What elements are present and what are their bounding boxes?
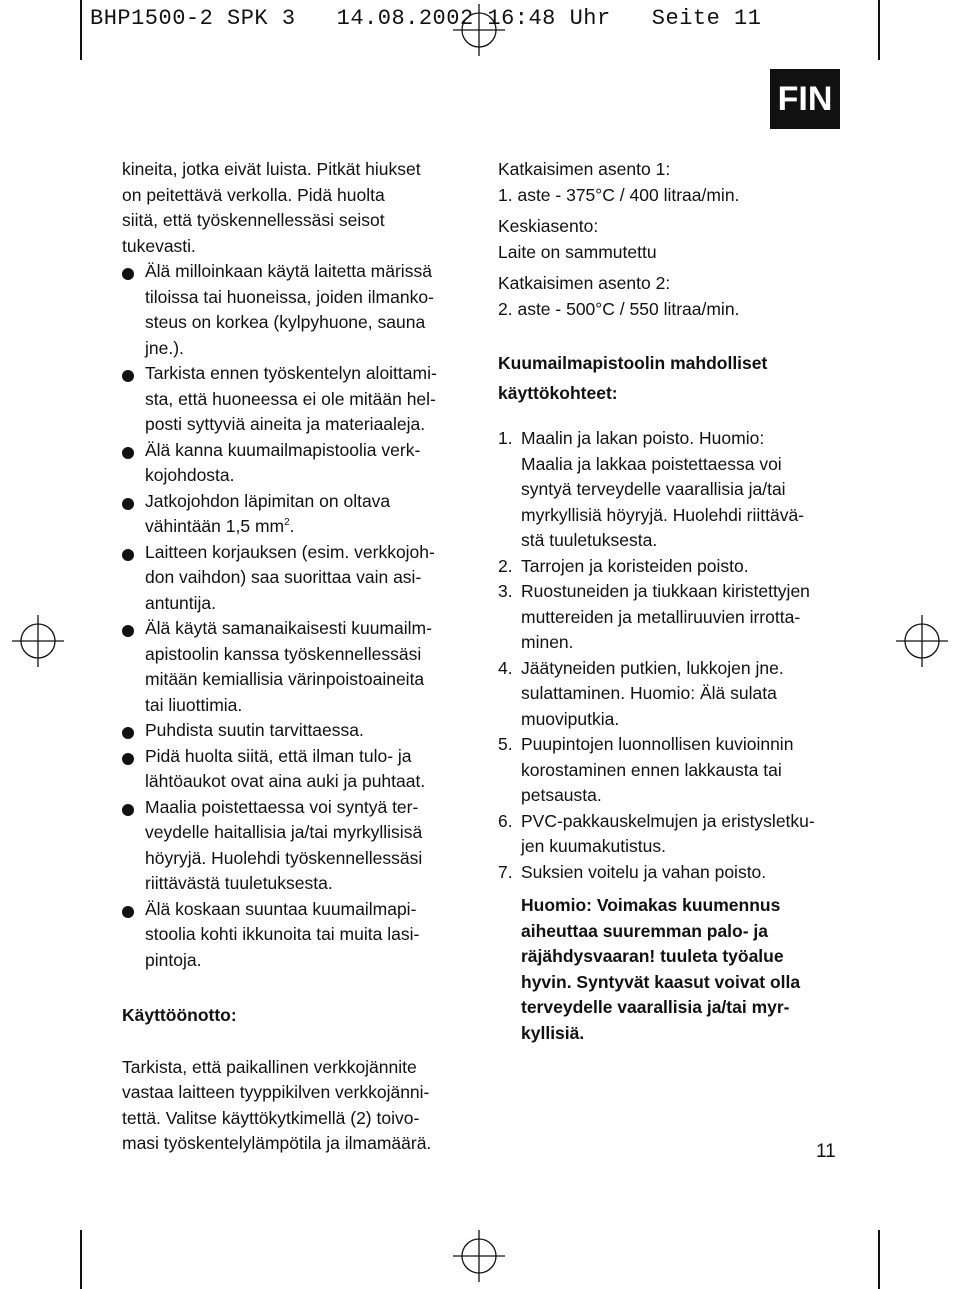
registration-mark-top-icon — [453, 4, 505, 56]
bullet-icon — [122, 727, 134, 739]
crop-mark-bottom-left — [80, 1230, 82, 1289]
registration-mark-bottom-icon — [453, 1230, 505, 1282]
bullet-item: Laitteen korjauksen (esim. verkkojoh- don vaihdon) saa suorittaa vain asi- antuntija. — [122, 540, 467, 617]
bullet-item: Tarkista ennen työskentelyn aloittami- sta, että huoneessa ei ole mitään hel- posti syttyviä aineita ja materiaaleja. — [122, 361, 467, 438]
bullet-icon — [122, 906, 134, 918]
list-item: 3. Ruostuneiden ja tiukkaan kiristettyjen muttereiden ja metalliruuvien irrotta- minen. — [498, 581, 810, 652]
bullet-item: Älä milloinkaan käytä laitetta märissä tiloissa tai huoneissa, joiden ilmanko- steus on korkea (kylpyhuone, sauna jne.). — [122, 259, 467, 361]
bullet-icon — [122, 268, 134, 280]
bullet-icon — [122, 549, 134, 561]
left-column — [122, 157, 467, 1157]
crop-mark-top-left — [80, 0, 82, 60]
bullet-item: Puhdista suutin tarvittaessa. — [122, 718, 467, 744]
bullet-item: Älä kanna kuumailmapistoolia verk- kojohdosta. — [122, 438, 467, 489]
list-item: 6. PVC-pakkauskelmujen ja eristysletku- jen kuumakutistus. — [498, 810, 815, 856]
heading-commissioning: Käyttöönotto: — [122, 1005, 237, 1025]
bullet-icon — [122, 804, 134, 816]
heading-uses: Kuumailmapistoolin mahdolliset käyttökohteet: — [498, 353, 768, 403]
bullet-item: Pidä huolta siitä, että ilman tulo- ja lähtöaukot ovat aina auki ja puhtaat. — [122, 744, 467, 795]
language-badge: FIN — [770, 69, 840, 129]
list-item: 5. Puupintojen luonnollisen kuvioinnin korostaminen ennen lakkausta tai petsausta. — [498, 734, 794, 805]
list-item: 7. Suksien voitelu ja vahan poisto. — [498, 861, 767, 882]
bullet-icon — [122, 625, 134, 637]
crop-mark-top-right — [878, 0, 880, 60]
switch-middle-position: Keskiasento: Laite on sammutettu — [498, 216, 657, 262]
warning-paragraph: Huomio: Voimakas kuumennus aiheuttaa suuremman palo- ja räjähdysvaaran! tuuleta työalue hyvin. Syntyvät kaasut voivat olla terveydelle vaarallisia ja/tai myr- kyllisiä. — [521, 895, 801, 1043]
list-item: 1. Maalin ja lakan poisto. Huomio: Maalia ja lakkaa poistettaessa voi syntyä terveydelle vaarallisia ja/tai myrkyllisiä höyryjä. Huolehdi riittävä- stä tuuletuksesta. — [498, 428, 804, 550]
right-column — [498, 157, 843, 1046]
bullet-icon — [122, 498, 134, 510]
list-item: 2. Tarrojen ja koristeiden poisto. — [498, 555, 749, 576]
registration-mark-left-icon — [12, 615, 64, 667]
bullet-icon — [122, 753, 134, 765]
list-item: 4. Jäätyneiden putkien, lukkojen jne. sulattaminen. Huomio: Älä sulata muoviputkia. — [498, 657, 784, 729]
switch-position-1: Katkaisimen asento 1: 1. aste - 375°C / 400 litraa/min. — [498, 159, 740, 205]
bullet-item: Älä käytä samanaikaisesti kuumailm- apistoolin kanssa työskennellessäsi mitään kemiallisia värinpoistoaineita tai liuottimia. — [122, 616, 467, 718]
intro-paragraph: kineita, jotka eivät luista. Pitkät hiukset on peitettävä verkolla. Pidä huolta siitä, että työskennellessäsi seisot tukevasti. — [122, 159, 421, 256]
bullet-item: Maalia poistettaessa voi syntyä ter- veydelle haitallisia ja/tai myrkyllisisä höyryjä. Huolehdi työskennellessäsi riittävästä tuuletuksesta. — [122, 795, 467, 897]
print-slug: BHP1500-2 SPK 3 14.08.2002 16:48 Uhr Seite 11 — [90, 6, 762, 31]
bullet-icon — [122, 447, 134, 459]
commissioning-paragraph: Tarkista, että paikallinen verkkojännite vastaa laitteen tyyppikilven verkkojänni- tettä. Valitse käyttökytkimellä (2) toivo- masi työskentelylämpötila ja ilmamäärä. — [122, 1056, 432, 1153]
bullet-item: Älä koskaan suuntaa kuumailmapi- stoolia kohti ikkunoita tai muita lasi- pintoja. — [122, 897, 467, 974]
registration-mark-right-icon — [896, 615, 948, 667]
bullet-icon — [122, 370, 134, 382]
page-number: 11 — [816, 1141, 836, 1162]
switch-position-2: Katkaisimen asento 2: 2. aste - 500°C / 550 litraa/min. — [498, 273, 740, 319]
crop-mark-bottom-right — [878, 1230, 880, 1289]
bullet-item-cord: Jatkojohdon läpimitan on oltava vähintään 1,5 $mm^2$. — [122, 489, 467, 540]
